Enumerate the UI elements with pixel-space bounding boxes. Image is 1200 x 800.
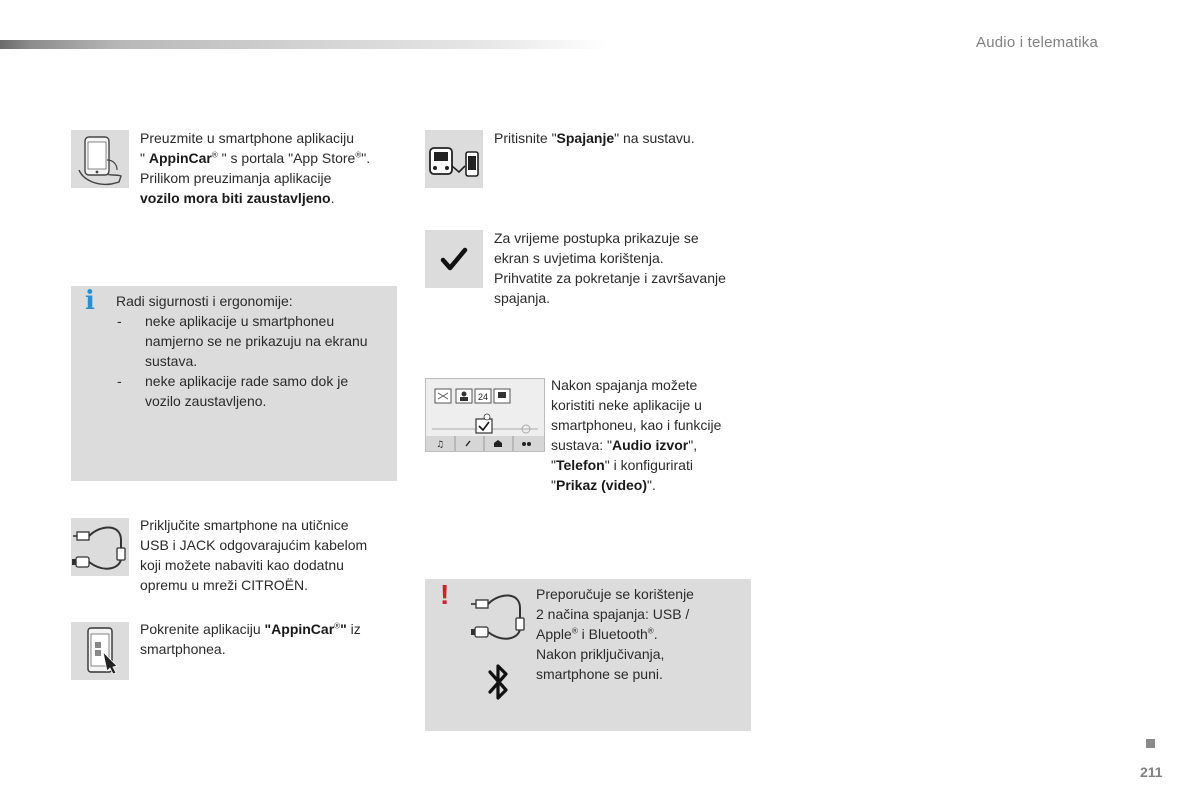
warning-line: Preporučuje se korištenje <box>536 586 694 602</box>
step-apps-line: sustava: "Audio izvor", <box>551 437 698 453</box>
touchscreen-menu-icon <box>425 378 545 452</box>
step-download-line: " AppinCar® " s portala "App Store®". <box>140 150 371 166</box>
info-list-item: - neke aplikacije rade samo dok je vozilo zaustavljeno. <box>116 371 394 411</box>
section-title: Audio i telematika <box>976 34 1098 51</box>
page-number: 211 <box>1140 764 1163 780</box>
step-terms-line: ekran s uvjetima korištenja. <box>494 250 664 266</box>
warning-line: smartphone se puni. <box>536 666 663 682</box>
usb-jack-cable-icon <box>71 518 129 576</box>
step-apps-line: smartphoneu, kao i funkcije <box>551 417 722 433</box>
step-connect-line: koji možete nabaviti kao dodatnu <box>140 557 344 573</box>
warning-line: 2 načina spajanja: USB / <box>536 606 690 622</box>
smartphone-tap-app-icon <box>71 622 129 680</box>
step-apps-text <box>551 375 761 495</box>
info-text <box>116 291 394 411</box>
info-list <box>116 311 394 411</box>
step-launch-app-text <box>140 619 410 659</box>
step-connect-line: USB i JACK odgovarajućim kabelom <box>140 537 368 553</box>
warning-exclamation-icon: ! <box>440 579 450 610</box>
step-download-line: Prilikom preuzimanja aplikacije <box>140 170 332 186</box>
smartphone-in-hand-icon <box>71 130 129 188</box>
info-icon: i <box>85 286 95 316</box>
usb-jack-cable-icon <box>468 588 528 648</box>
step-connect-cable-text <box>140 515 410 595</box>
car-screen-to-phone-icon <box>425 130 483 188</box>
step-apps-line: Nakon spajanja možete <box>551 377 698 393</box>
step-press-connect-line: Pritisnite "Spajanje" na sustavu. <box>494 130 695 146</box>
warning-line: Apple® i Bluetooth®. <box>536 626 658 642</box>
step-launch-line: Pokrenite aplikaciju "AppinCar®" iz <box>140 621 361 637</box>
step-download-app-text <box>140 128 410 208</box>
header-gradient-bar <box>0 40 610 49</box>
step-apps-line: koristiti neke aplikacije u <box>551 397 702 413</box>
screen-label-24: 24 <box>477 392 489 402</box>
checkmark-icon <box>425 230 483 288</box>
step-download-line: vozilo mora biti zaustavljeno. <box>140 190 335 206</box>
step-terms-line: spajanja. <box>494 290 551 306</box>
step-connect-line: Priključite smartphone na utičnice <box>140 517 349 533</box>
step-terms-line: Prihvatite za pokretanje i završavanje <box>494 270 726 286</box>
info-intro: Radi sigurnosti i ergonomije: <box>116 293 293 309</box>
step-apps-line: "Telefon" i konfigurirati <box>551 457 693 473</box>
step-connect-line: opremu u mreži CITROËN. <box>140 577 309 593</box>
step-terms-line: Za vrijeme postupka prikazuje se <box>494 230 699 246</box>
step-press-connect-text <box>494 128 754 148</box>
step-apps-line: "Prikaz (video)". <box>551 477 656 493</box>
step-download-line: Preuzmite u smartphone aplikaciju <box>140 130 354 146</box>
page-marker <box>1146 739 1155 748</box>
info-list-item: - neke aplikacije u smartphoneu namjerno se ne prikazuju na ekranu sustava. <box>116 311 394 371</box>
warning-line: Nakon priključivanja, <box>536 646 665 662</box>
svg-text:♫: ♫ <box>435 440 445 450</box>
step-launch-line: smartphonea. <box>140 641 226 657</box>
warning-text <box>536 584 746 684</box>
step-terms-text <box>494 228 756 308</box>
bluetooth-icon <box>484 660 512 704</box>
